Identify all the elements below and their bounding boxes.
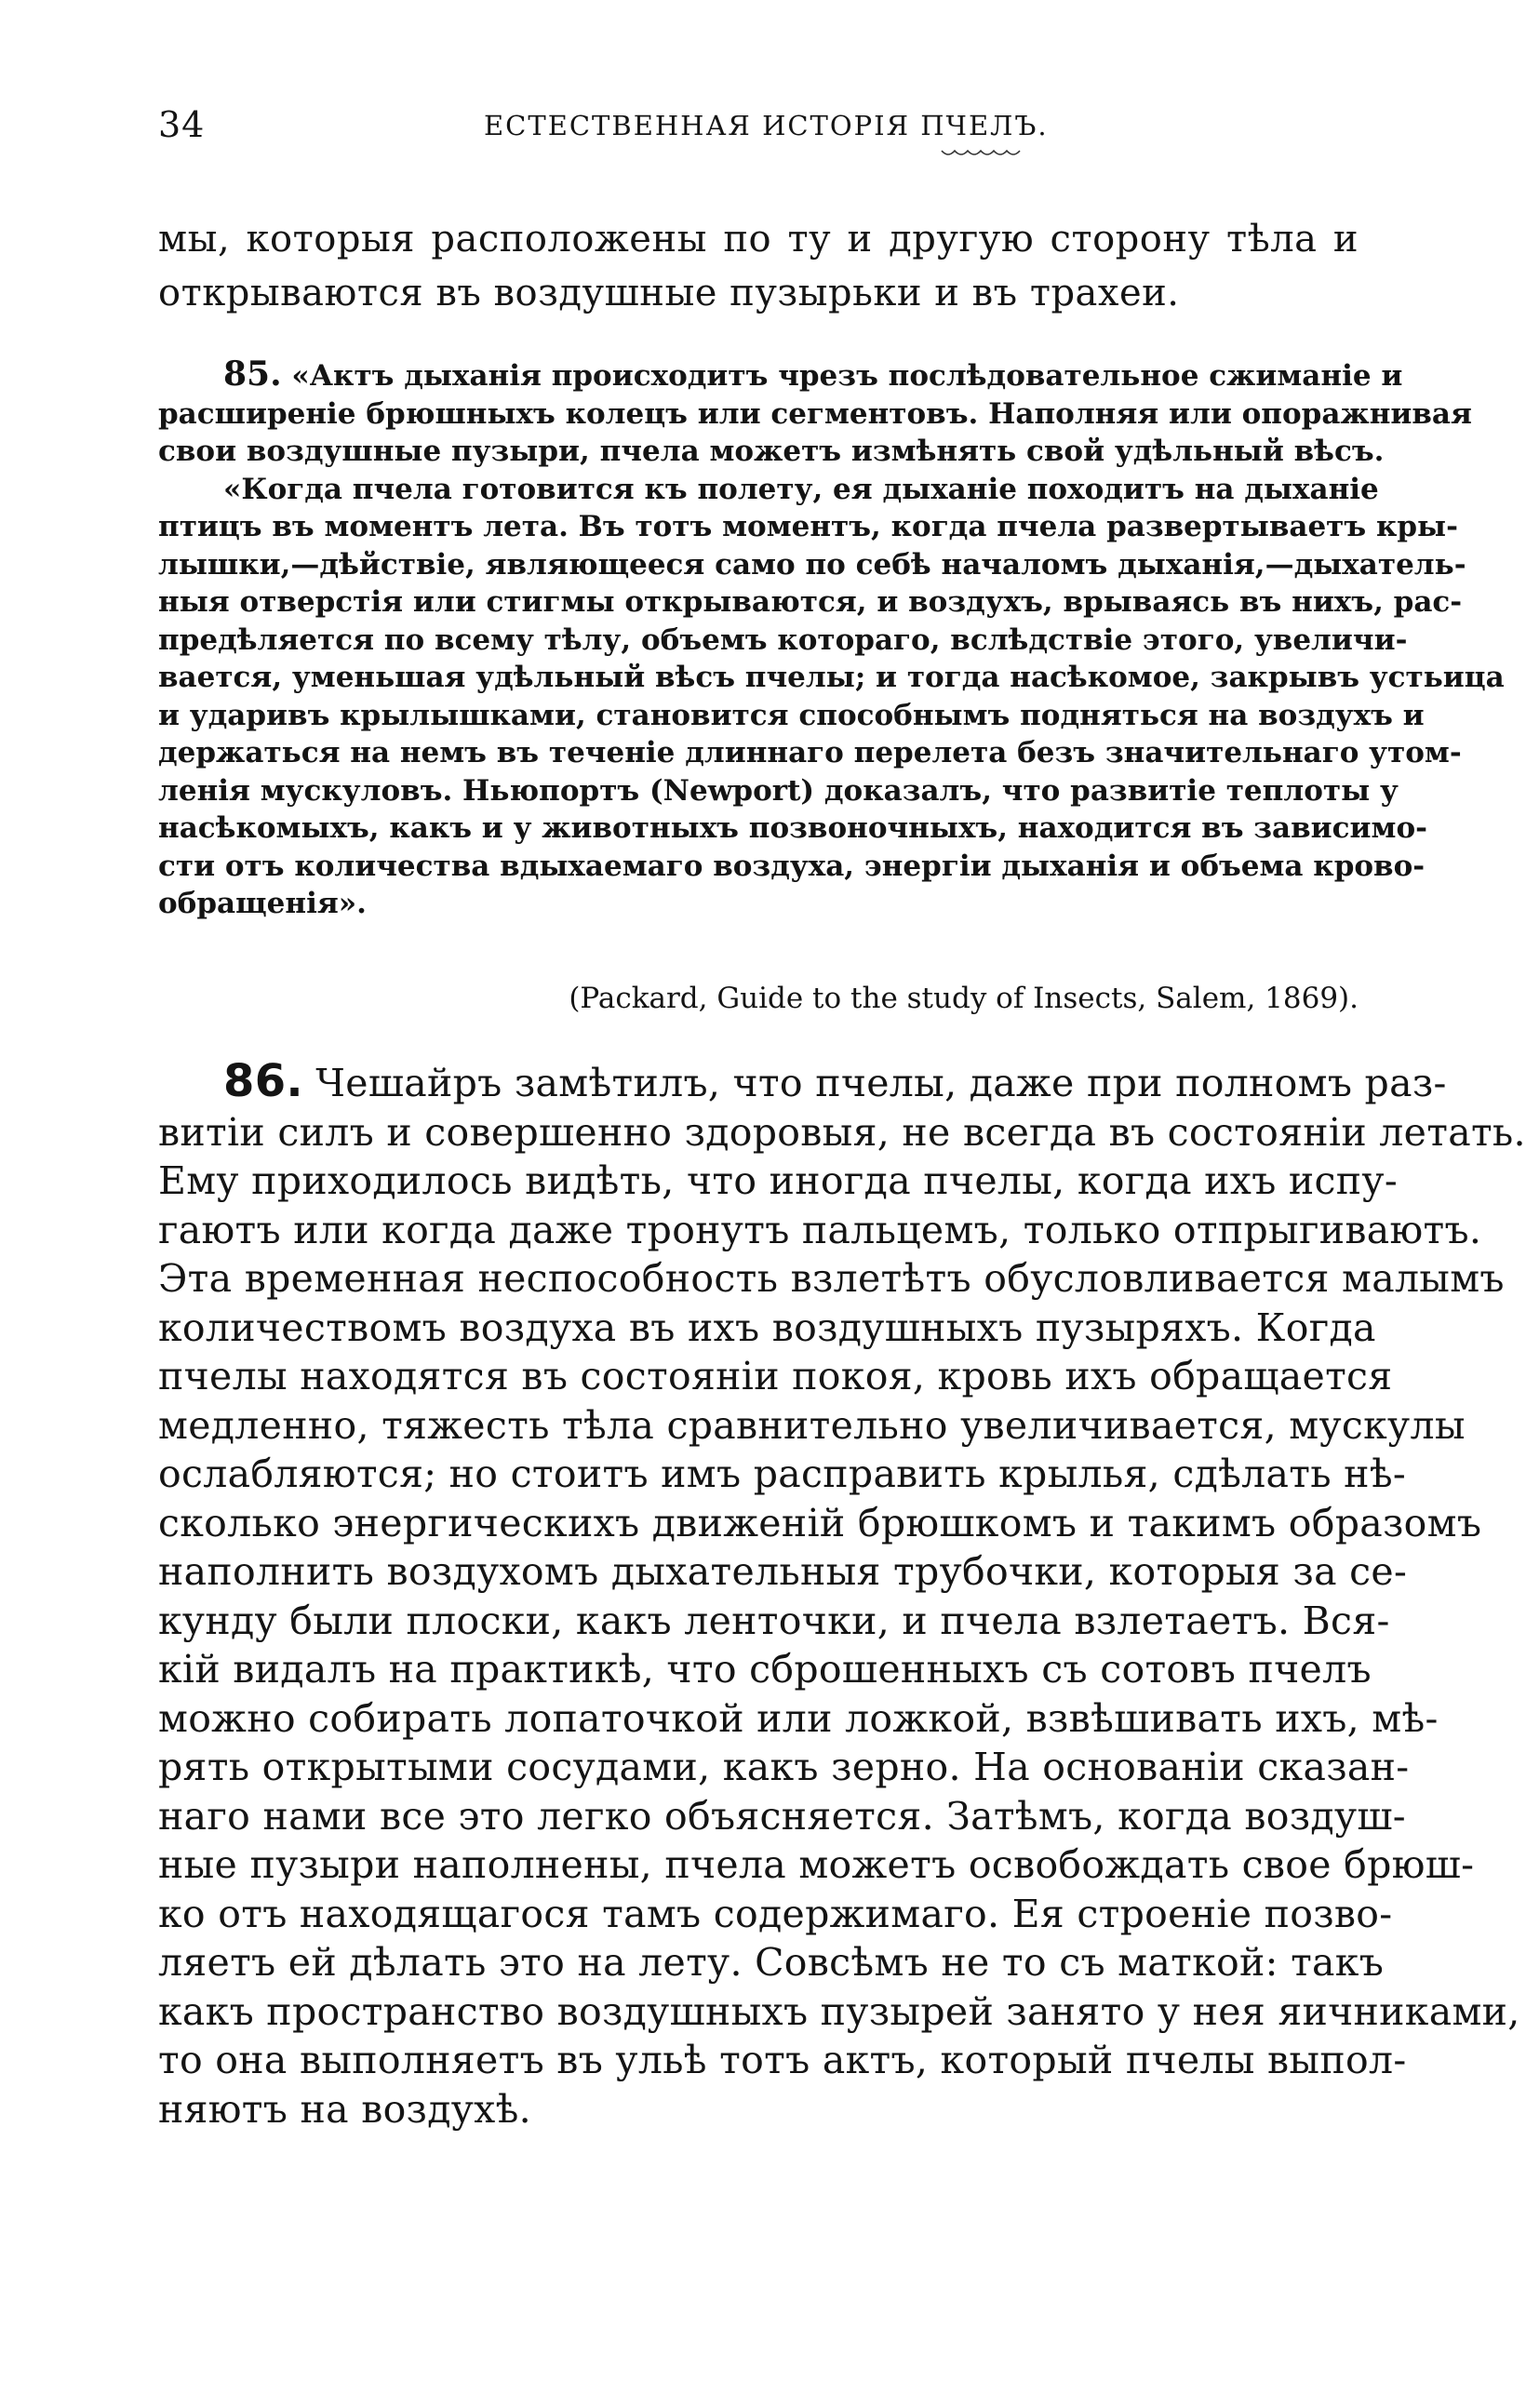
running-title: ЕСТЕСТВЕННАЯ ИСТОРІЯ ПЧЕЛЪ. bbox=[484, 110, 1049, 141]
text-fragment: «Актъ дыханія происходитъ чрезъ послѣдовательное сжиманіе и bbox=[281, 359, 1403, 393]
text-line: можно собирать лопаточкой или ложкой, взвѣшивать ихъ, мѣ- bbox=[158, 1695, 1439, 1741]
text-line: няютъ на воздухѣ. bbox=[158, 2086, 531, 2132]
text-line: наполнить воздухомъ дыхательныя трубочки, которыя за се- bbox=[158, 1549, 1408, 1594]
text-line: сколько энергическихъ движеній брюшкомъ и такимъ образомъ bbox=[158, 1500, 1482, 1545]
text-line: кунду были плоски, какъ ленточки, и пчела взлетаетъ. Вся- bbox=[158, 1598, 1390, 1643]
text-line: Эта временная неспособность взлетѣтъ обусловливается малымъ bbox=[158, 1256, 1505, 1301]
text-line: Ему приходилось видѣть, что иногда пчелы, когда ихъ испу- bbox=[158, 1158, 1399, 1203]
text-line: свои воздушные пузыри, пчела можетъ измѣнять свой удѣльный вѣсъ. bbox=[158, 435, 1385, 468]
text-line: медленно, тяжесть тѣла сравнительно увеличивается, мускулы bbox=[158, 1402, 1466, 1448]
section-number: 86. bbox=[223, 1055, 303, 1107]
page-number: 34 bbox=[158, 104, 206, 145]
text-line bbox=[158, 355, 1403, 395]
text-line: ляетъ ей дѣлать это на лету. Совсѣмъ не то съ маткой: такъ bbox=[158, 1940, 1385, 1985]
text-line: ныя отверстія или стигмы открываются, и воздухъ, врываясь въ нихъ, рас- bbox=[158, 585, 1463, 619]
text-line: держаться на немъ въ теченіе длиннаго перелета безъ значительнаго утом- bbox=[158, 736, 1462, 769]
text-line: ные пузыри наполнены, пчела можетъ освобождать свое брюш- bbox=[158, 1842, 1475, 1887]
text-line: лышки,—дѣйствіе, являющееся само по себѣ началомъ дыханія,—дыхатель- bbox=[158, 547, 1466, 582]
text-line: открываются въ воздушные пузырьки и въ трахеи. bbox=[158, 272, 1180, 314]
text-line: «Когда пчела готовится къ полету, ея дыханіе походитъ на дыханіе bbox=[223, 472, 1379, 506]
section-number: 85. bbox=[223, 355, 282, 394]
text-line: птицъ въ моментъ лета. Въ тотъ моментъ, когда пчела развертываетъ кры- bbox=[158, 510, 1458, 543]
text-line: пчелы находятся въ состояніи покоя, кровь ихъ обращается bbox=[158, 1354, 1393, 1398]
section-86-paragraph bbox=[158, 1055, 1526, 2134]
text-line: обращенія». bbox=[158, 887, 367, 920]
text-line: ленія мускуловъ. Ньюпортъ (Newport) доказалъ, что развитіе теплоты у bbox=[158, 773, 1399, 808]
text-line: и ударивъ крылышками, становится способнымъ подняться на воздухъ и bbox=[158, 698, 1425, 732]
text-line bbox=[158, 1055, 1447, 1108]
continuation-paragraph bbox=[158, 212, 1359, 320]
text-line: ко отъ находящагося тамъ содержимаго. Ея строеніе позво- bbox=[158, 1891, 1393, 1936]
text-line: кій видалъ на практикѣ, что сброшенныхъ съ сотовъ пчелъ bbox=[158, 1647, 1372, 1692]
text-line: вается, уменьшая удѣльный вѣсъ пчелы; и тогда насѣкомое, закрывъ устьица bbox=[158, 661, 1505, 694]
text-line: рять открытыми сосудами, какъ зерно. На основаніи сказан- bbox=[158, 1745, 1410, 1789]
text-line: предѣляется по всему тѣлу, объемъ котораго, вслѣдствіе этого, увеличи- bbox=[158, 622, 1408, 657]
citation: (Packard, Guide to the study of Insects, Salem, 1869). bbox=[569, 982, 1359, 1015]
text-line: насѣкомыхъ, какъ и у животныхъ позвоночныхъ, находится въ зависимо- bbox=[158, 811, 1428, 845]
text-line: витіи силъ и совершенно здоровыя, не всегда въ состояніи летать. bbox=[158, 1109, 1526, 1155]
text-line: то она выполняетъ въ ульѣ тотъ актъ, который пчелы выпол- bbox=[158, 2038, 1407, 2082]
text-fragment: Чешайръ замѣтилъ, что пчелы, даже при полномъ раз- bbox=[302, 1061, 1447, 1105]
text-line: гаютъ или когда даже тронутъ пальцемъ, только отпрыгиваютъ. bbox=[158, 1207, 1482, 1252]
text-line: наго нами все это легко объясняется. Затѣмъ, когда воздуш- bbox=[158, 1793, 1406, 1839]
page-header bbox=[158, 104, 1359, 160]
section-85-quote bbox=[158, 355, 1505, 923]
text-line: мы, которыя расположены по ту и другую сторону тѣла и bbox=[158, 218, 1359, 261]
text-line: какъ пространство воздушныхъ пузырей занято у нея яичниками, bbox=[158, 1988, 1520, 2034]
text-line: ослабляются; но стоитъ имъ расправить крылья, сдѣлать нѣ- bbox=[158, 1451, 1406, 1496]
text-line: количествомъ воздуха въ ихъ воздушныхъ пузыряхъ. Когда bbox=[158, 1304, 1376, 1350]
text-line: расширеніе брюшныхъ колецъ или сегментовъ. Наполняя или опоражнивая bbox=[158, 396, 1472, 431]
decorative-ornament-icon bbox=[940, 147, 1024, 160]
text-line: сти отъ количества вдыхаемаго воздуха, энергіи дыханія и объема крово- bbox=[158, 849, 1426, 883]
